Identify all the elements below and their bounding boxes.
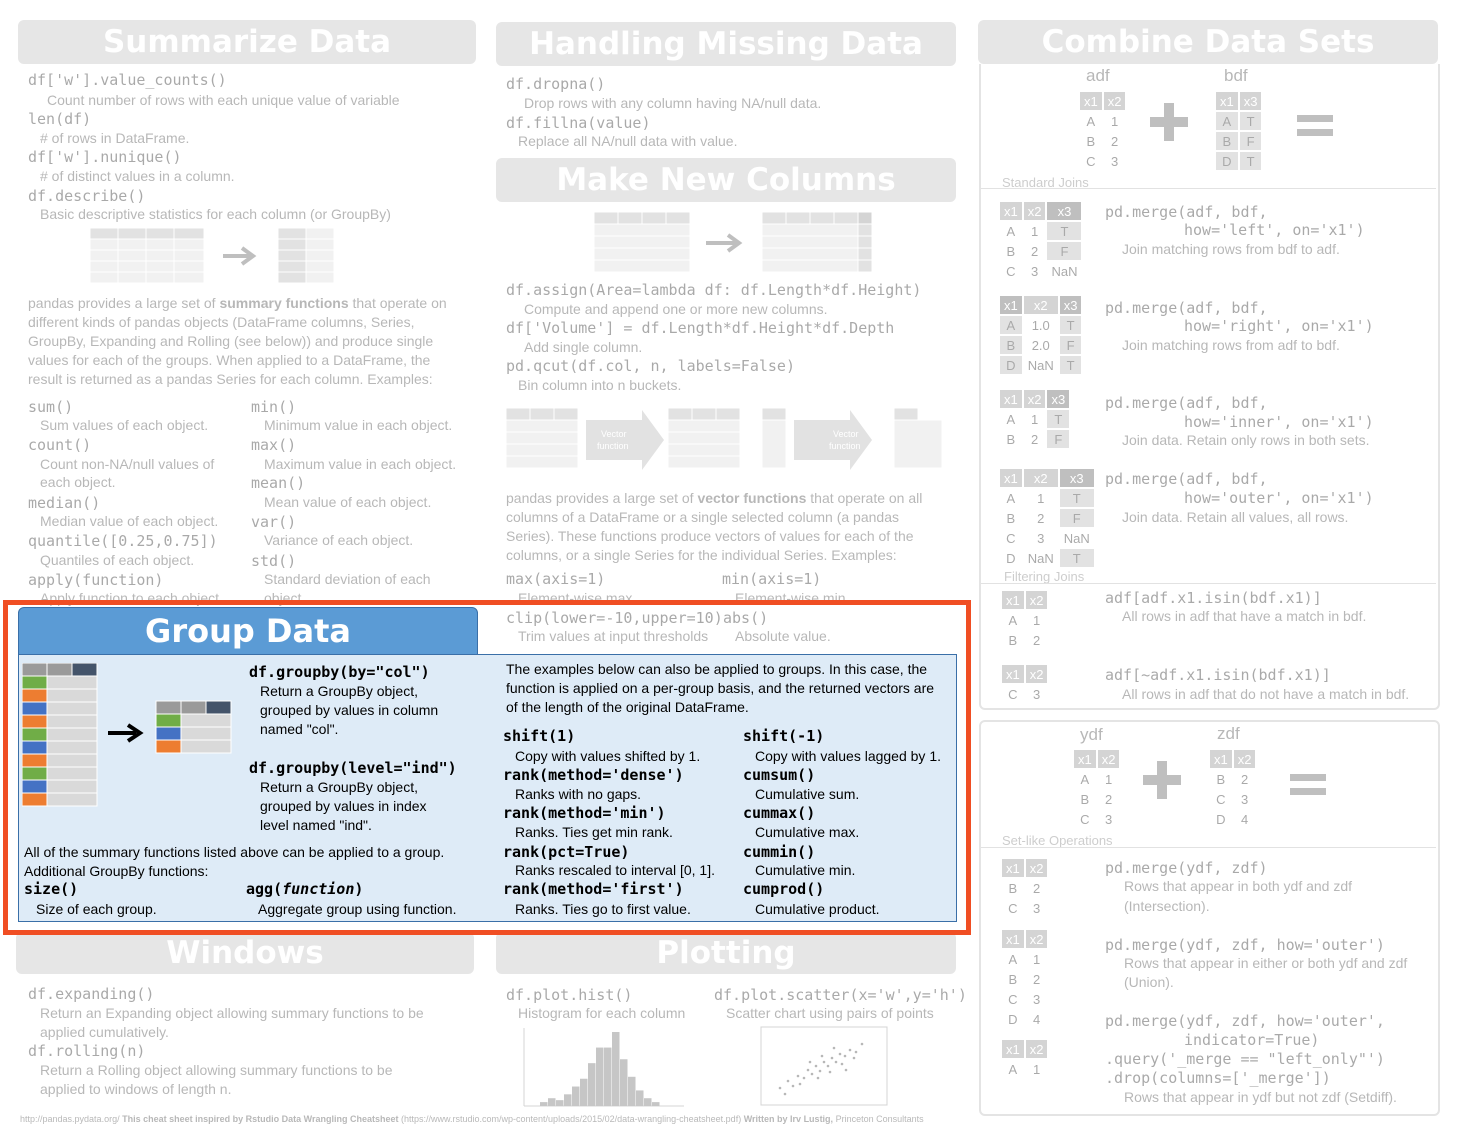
ydf-label: ydf xyxy=(1080,725,1103,744)
newcols-illustration xyxy=(594,212,874,276)
divider-2 xyxy=(981,583,1436,584)
histogram-bar xyxy=(604,1048,612,1106)
histogram-bar xyxy=(596,1048,604,1106)
group-size-code: size() xyxy=(24,880,79,898)
set-union-table: x1 x2 A 1 B 2 C 3 D 4 xyxy=(1000,928,1049,1030)
join-inner-code2: how='inner', on='x1') xyxy=(1184,413,1374,431)
g-rank-dense: rank(method='dense') xyxy=(503,766,684,784)
g-cumprod-desc: Cumulative product. xyxy=(755,901,880,917)
g-shift1: shift(1) xyxy=(503,727,576,745)
plot-scatter-code: df.plot.scatter(x='w',y='h') xyxy=(714,986,967,1004)
bdf-label: bdf xyxy=(1224,66,1248,85)
groupby-level-desc3: level named "ind". xyxy=(260,817,372,833)
join-right-code2: how='right', on='x1') xyxy=(1184,317,1374,335)
filter-notin-table: x1 x2 C 3 xyxy=(1000,663,1049,705)
g-cummax-desc: Cumulative max. xyxy=(755,824,860,840)
fn-min-desc: Minimum value in each object. xyxy=(264,417,453,433)
standard-joins-label: Standard Joins xyxy=(1002,175,1089,190)
vector-label-1b: function xyxy=(597,441,629,451)
summarize-desc-3: # of distinct values in a column. xyxy=(40,168,235,184)
group-size-desc: Size of each group. xyxy=(36,901,157,917)
g-cummin-desc: Cumulative min. xyxy=(755,862,856,878)
set-diff-table: x1 x2 A 1 xyxy=(1000,1038,1049,1080)
set-union-desc1: Rows that appear in either or both ydf and zdf xyxy=(1124,955,1408,971)
newcols-desc-1: Compute and append one or more new columns. xyxy=(524,301,828,317)
windows-desc-1a: Return an Expanding object allowing summary functions to be xyxy=(40,1005,424,1021)
vec-abs: abs() xyxy=(723,609,769,627)
join-left-table: x1 x2 x3 A 1 T B 2 F C 3 NaN xyxy=(998,200,1083,282)
summarize-code-1: df['w'].value_counts() xyxy=(28,71,227,89)
vec-clip: clip(lower=-10,upper=10) xyxy=(506,609,723,627)
fn-var-desc: Variance of each object. xyxy=(264,532,414,548)
fn-median: median() xyxy=(28,494,101,512)
histogram-bar xyxy=(564,1094,572,1106)
join-left-desc: Join matching rows from bdf to adf. xyxy=(1122,241,1340,257)
footer: http://pandas.pydata.org/ This cheat sheet inspired by Rstudio Data Wrangling Cheatsheet (https://www.rstudio.com/wp-content/uploads/2015/02/data-wrangling-cheatsheet.pdf) Written by Irv Lustig, Princeton Consultants xyxy=(20,1114,924,1124)
divider-3 xyxy=(981,847,1436,848)
fn-min: min() xyxy=(251,398,297,416)
fn-count-desc: Count non-NA/null values of xyxy=(40,456,215,472)
group-agg-desc: Aggregate group using function. xyxy=(258,901,457,917)
g-rank-dense-desc: Ranks with no gaps. xyxy=(515,786,642,802)
join-right-table: x1 x2 x3 A 1.0 T B 2.0 F D NaN T xyxy=(998,294,1083,376)
groupby-col-desc2: grouped by values in column xyxy=(260,702,439,718)
g-shift-1: shift(-1) xyxy=(743,727,825,745)
fn-var: var() xyxy=(251,513,297,531)
set-diff-desc: Rows that appear in ydf but not zdf (Setdiff). xyxy=(1124,1089,1397,1105)
vec-min-desc: Element-wise min. xyxy=(735,590,850,606)
join-left-code1: pd.merge(adf, bdf, xyxy=(1105,203,1268,221)
filtering-joins-label: Filtering Joins xyxy=(1004,569,1085,584)
windows-header: Windows xyxy=(16,932,474,974)
join-outer-code2: how='outer', on='x1') xyxy=(1184,489,1374,507)
missing-header: Handling Missing Data xyxy=(496,22,956,66)
summarize-desc-2: # of rows in DataFrame. xyxy=(40,130,190,146)
set-diff-code1: pd.merge(ydf, zdf, how='outer', xyxy=(1105,1012,1385,1030)
filter-isin-code: adf[adf.x1.isin(bdf.x1)] xyxy=(1105,589,1322,607)
g-rank-min-desc: Ranks. Ties get min rank. xyxy=(515,824,673,840)
vec-min: min(axis=1) xyxy=(722,570,822,588)
fn-sum-desc: Sum values of each object. xyxy=(40,417,209,433)
summarize-code-3: df['w'].nunique() xyxy=(28,148,182,166)
histogram-bar xyxy=(548,1098,556,1106)
join-right-code1: pd.merge(adf, bdf, xyxy=(1105,299,1268,317)
vec-abs-desc: Absolute value. xyxy=(735,628,831,644)
groupby-col-desc1: Return a GroupBy object, xyxy=(260,683,418,699)
summarize-desc-4: Basic descriptive statistics for each column (or GroupBy) xyxy=(40,206,391,222)
g-rank-pct-desc: Ranks rescaled to interval [0, 1]. xyxy=(515,862,715,878)
zdf-table: x1 x2 B 2 C 3 D 4 xyxy=(1208,748,1257,830)
group-note-1: All of the summary functions listed above can be applied to a group. xyxy=(24,844,445,860)
histogram-bar xyxy=(588,1063,596,1106)
g-shift1-desc: Copy with values shifted by 1. xyxy=(515,748,701,764)
fn-sum: sum() xyxy=(28,398,74,416)
plot-hist-desc: Histogram for each column xyxy=(518,1005,686,1021)
windows-desc-1b: applied cumulatively. xyxy=(40,1024,169,1040)
equals-icon-2-b xyxy=(1290,788,1326,795)
fn-apply: apply(function) xyxy=(28,571,164,589)
g-cummax: cummax() xyxy=(743,804,816,822)
g-rank-first-desc: Ranks. Ties go to first value. xyxy=(515,901,691,917)
groupby-level-desc1: Return a GroupBy object, xyxy=(260,779,418,795)
histogram-bar xyxy=(580,1079,588,1106)
missing-desc-1: Drop rows with any column having NA/null data. xyxy=(524,95,822,111)
set-diff-code2: indicator=True) xyxy=(1184,1031,1320,1049)
set-union-desc2: (Union). xyxy=(1124,974,1174,990)
groupby-col-code: df.groupby(by="col") xyxy=(249,663,430,681)
newcols-desc-3: Bin column into n buckets. xyxy=(518,377,682,393)
newcols-code-2: df['Volume'] = df.Length*df.Height*df.Depth xyxy=(506,319,895,337)
ydf-table: x1 x2 A 1 B 2 C 3 xyxy=(1072,748,1121,830)
g-cumsum: cumsum() xyxy=(743,766,816,784)
histogram-chart xyxy=(518,1026,688,1110)
histogram-bar xyxy=(644,1098,652,1106)
set-union-code: pd.merge(ydf, zdf, how='outer') xyxy=(1105,936,1385,954)
fn-mean-desc: Mean value of each object. xyxy=(264,494,432,510)
vec-clip-desc: Trim values at input thresholds xyxy=(518,628,709,644)
describe-illustration xyxy=(90,228,340,288)
windows-code-2: df.rolling(n) xyxy=(28,1042,146,1060)
missing-desc-2: Replace all NA/null data with value. xyxy=(518,133,738,149)
g-rank-min: rank(method='min') xyxy=(503,804,666,822)
equals-icon xyxy=(1297,115,1333,122)
set-diff-code4: .drop(columns=['_merge']) xyxy=(1105,1069,1331,1087)
join-right-desc: Join matching rows from adf to bdf. xyxy=(1122,337,1340,353)
vector-label-2a: Vector xyxy=(833,429,859,439)
filter-notin-desc: All rows in adf that do not have a match in bdf. xyxy=(1122,686,1410,702)
histogram-bar xyxy=(652,1102,660,1106)
set-intersect-table: x1 x2 B 2 C 3 xyxy=(1000,857,1049,919)
group-data-header: Group Data xyxy=(18,607,478,655)
vec-max: max(axis=1) xyxy=(506,570,606,588)
group-note-2: Additional GroupBy functions: xyxy=(24,863,209,879)
histogram-bar xyxy=(612,1032,620,1106)
bdf-table: x1 x3 A T B F D T xyxy=(1214,90,1263,172)
groupby-level-desc2: grouped by values in index xyxy=(260,798,427,814)
plot-hist-code: df.plot.hist() xyxy=(506,986,633,1004)
g-cumsum-desc: Cumulative sum. xyxy=(755,786,860,802)
histogram-bar xyxy=(572,1087,580,1106)
histogram-bar xyxy=(556,1100,564,1106)
divider-1 xyxy=(981,188,1436,189)
join-inner-code1: pd.merge(adf, bdf, xyxy=(1105,394,1268,412)
groupby-level-code: df.groupby(level="ind") xyxy=(249,759,457,777)
g-rank-pct: rank(pct=True) xyxy=(503,843,630,861)
vector-function-illustration xyxy=(506,408,946,476)
windows-desc-2b: applied to windows of length n. xyxy=(40,1081,232,1097)
fn-median-desc: Median value of each object. xyxy=(40,513,219,529)
newcols-desc-2: Add single column. xyxy=(524,339,643,355)
fn-quantile: quantile([0.25,0.75]) xyxy=(28,532,218,550)
fn-mean: mean() xyxy=(251,474,306,492)
newcols-code-3: pd.qcut(df.col, n, labels=False) xyxy=(506,357,795,375)
g-cummin: cummin() xyxy=(743,843,816,861)
fn-max: max() xyxy=(251,436,297,454)
join-outer-code1: pd.merge(adf, bdf, xyxy=(1105,470,1268,488)
set-intersect-desc2: (Intersection). xyxy=(1124,898,1210,914)
highlight-box xyxy=(3,600,971,935)
vector-label-1a: Vector xyxy=(601,429,627,439)
histogram-bar xyxy=(636,1090,644,1106)
set-diff-code3: .query('_merge == "left_only"') xyxy=(1105,1050,1385,1068)
fn-count: count() xyxy=(28,436,92,454)
adf-label: adf xyxy=(1086,66,1110,85)
g-shift-1-desc: Copy with values lagged by 1. xyxy=(755,748,941,764)
fn-std: std() xyxy=(251,552,297,570)
fn-quantile-desc: Quantiles of each object. xyxy=(40,552,195,568)
windows-desc-2a: Return a Rolling object allowing summary functions to be xyxy=(40,1062,393,1078)
g-rank-first: rank(method='first') xyxy=(503,880,684,898)
zdf-label: zdf xyxy=(1217,724,1240,743)
combine-header: Combine Data Sets xyxy=(978,20,1438,64)
fn-max-desc: Maximum value in each object. xyxy=(264,456,457,472)
join-inner-desc: Join data. Retain only rows in both sets. xyxy=(1122,432,1370,448)
vector-label-2b: function xyxy=(829,441,861,451)
vec-max-desc: Element-wise max. xyxy=(518,590,637,606)
summarize-code-4: df.describe() xyxy=(28,187,146,205)
histogram-bar xyxy=(620,1059,628,1106)
newcols-header: Make New Columns xyxy=(496,158,956,202)
fn-apply-desc: Apply function to each object. xyxy=(40,590,223,606)
filter-notin-code: adf[~adf.x1.isin(bdf.x1)] xyxy=(1105,666,1331,684)
histogram-bar xyxy=(628,1077,636,1106)
filter-isin-table: x1 x2 A 1 B 2 xyxy=(1000,589,1049,651)
fn-count-desc2: each object. xyxy=(40,474,116,490)
plus-icon-v xyxy=(1164,103,1174,141)
plot-scatter-desc: Scatter chart using pairs of points xyxy=(726,1005,934,1021)
equals-icon-b xyxy=(1297,129,1333,136)
filter-isin-desc: All rows in adf that have a match in bdf. xyxy=(1122,608,1367,624)
equals-icon-2 xyxy=(1290,774,1326,781)
set-intersect-code: pd.merge(ydf, zdf) xyxy=(1105,859,1268,877)
summarize-paragraph: pandas provides a large set of summary functions that operate on different kinds of pandas objects (DataFrame columns, Series, GroupBy, Expanding and Rolling (see below)) and produce single values for each of the groups. When applied to a DataFrame, the result is returned as a pandas Series for each column. Examples: xyxy=(28,295,447,387)
join-outer-desc: Join data. Retain all values, all rows. xyxy=(1122,509,1349,525)
join-left-code2: how='left', on='x1') xyxy=(1184,221,1365,239)
plotting-header: Plotting xyxy=(496,932,956,974)
newcols-code-1: df.assign(Area=lambda df: df.Length*df.Height) xyxy=(506,281,922,299)
join-outer-table: x1 x2 x3 A 1 T B 2 F C 3 NaN D NaN T xyxy=(998,467,1096,569)
join-inner-table: x1 x2 x3 A 1 T B 2 F xyxy=(998,388,1071,450)
histogram-bar xyxy=(540,1102,548,1106)
summarize-desc-1: Count number of rows with each unique value of variable xyxy=(47,92,400,108)
adf-table: x1 x2 A 1 B 2 C 3 xyxy=(1078,90,1127,172)
fn-std-desc2: object. xyxy=(264,590,306,606)
plus-icon-2-v xyxy=(1157,761,1167,799)
windows-code-1: df.expanding() xyxy=(28,985,155,1003)
groupby-col-desc3: named "col". xyxy=(260,721,339,737)
summarize-header: Summarize Data xyxy=(18,20,476,64)
fn-std-desc: Standard deviation of each xyxy=(264,571,431,587)
vector-paragraph: pandas provides a large set of vector functions that operate on all columns of a DataFrame or a single selected column (a pandas Series). These functions produce vectors of values for each of the columns, or a single Series for the individual Series. Examples: xyxy=(506,490,923,563)
missing-code-1: df.dropna() xyxy=(506,75,606,93)
g-cumprod: cumprod() xyxy=(743,880,825,898)
group-intro: The examples below can also be applied to groups. In this case, the function is applied on a per-group basis, and the returned vectors are of the length of the original DataFrame. xyxy=(506,661,935,715)
summarize-code-2: len(df) xyxy=(28,110,92,128)
group-agg-code: agg(function) xyxy=(246,880,364,898)
setlike-label: Set-like Operations xyxy=(1002,833,1113,848)
missing-code-2: df.fillna(value) xyxy=(506,114,651,132)
set-intersect-desc1: Rows that appear in both ydf and zdf xyxy=(1124,878,1353,894)
scatter-chart xyxy=(760,1026,890,1110)
